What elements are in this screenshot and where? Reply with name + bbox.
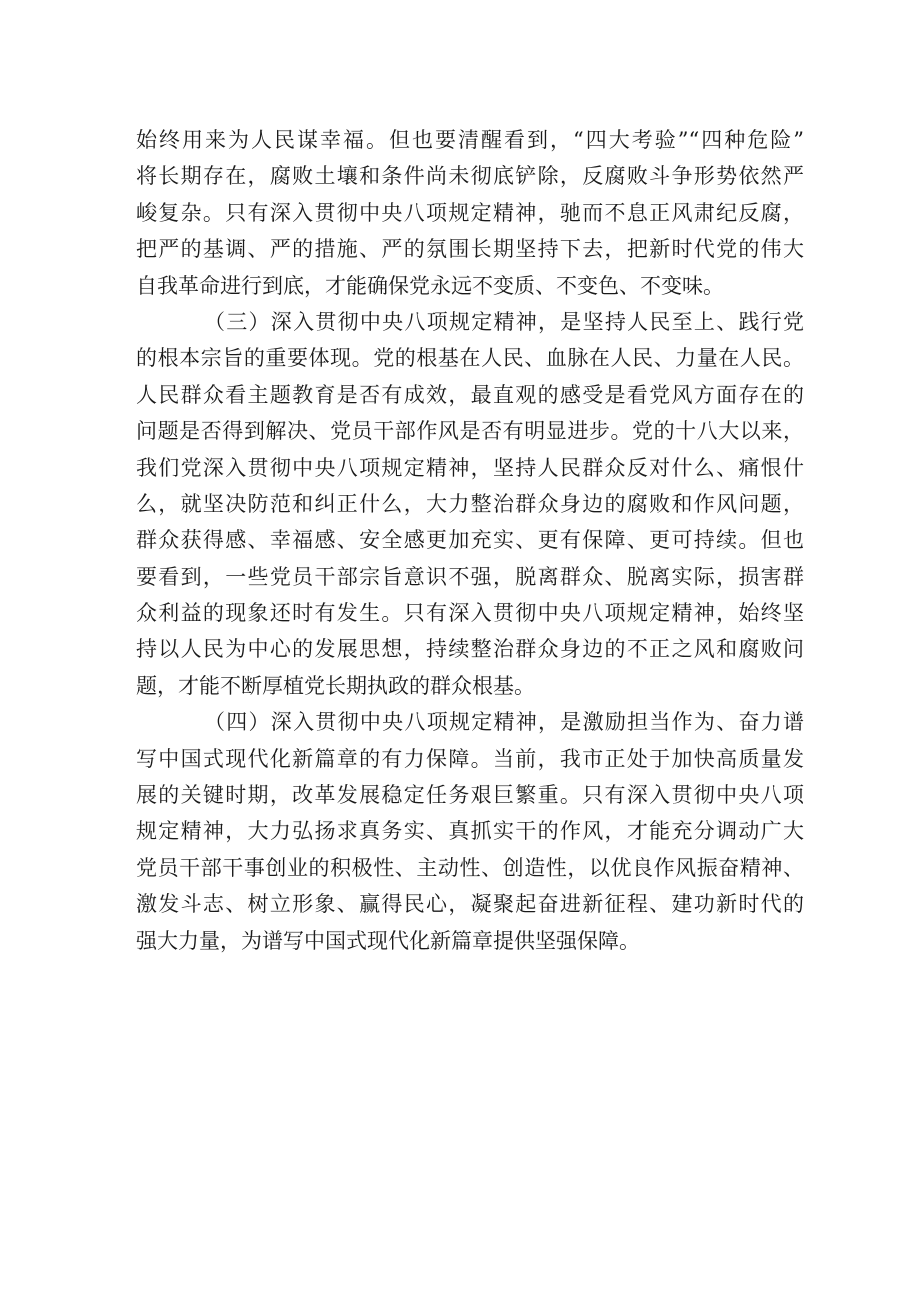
text-line: 展的关键时期，改革发展稳定任务艰巨繁重。只有深入贯彻中央八项 xyxy=(136,783,804,808)
text-line: 把严的基调、严的措施、严的氛围长期坚持下去，把新时代党的伟大 xyxy=(136,237,804,262)
text-line: 众利益的现象还时有发生。只有深入贯彻中央八项规定精神，始终坚 xyxy=(136,601,804,626)
paragraph-section-three xyxy=(136,304,804,704)
text-line: 党员干部干事创业的积极性、主动性、创造性，以优良作风振奋精神、 xyxy=(136,855,804,880)
text-line: 自我革命进行到底，才能确保党永远不变质、不变色、不变味。 xyxy=(136,273,724,298)
body-text xyxy=(136,122,804,959)
text-line: 持以人民为中心的发展思想，持续整治群众身边的不正之风和腐败问 xyxy=(136,637,804,662)
text-line: 题，才能不断厚植党长期执政的群众根基。 xyxy=(136,673,535,698)
text-line: 群众获得感、幸福感、安全感更加充实、更有保障、更可持续。但也 xyxy=(136,528,804,553)
text-line: （三）深入贯彻中央八项规定精神，是坚持人民至上、践行党 xyxy=(204,309,804,334)
text-line: 峻复杂。只有深入贯彻中央八项规定精神，驰而不息正风肃纪反腐， xyxy=(136,200,804,225)
text-line: （四）深入贯彻中央八项规定精神，是激励担当作为、奋力谱 xyxy=(204,710,804,735)
text-line: 写中国式现代化新篇章的有力保障。当前，我市正处于加快高质量发 xyxy=(136,746,804,771)
text-line: 将长期存在，腐败土壤和条件尚未彻底铲除，反腐败斗争形势依然严 xyxy=(136,164,804,189)
paragraph-continuation xyxy=(136,122,804,304)
text-line: 强大力量，为谱写中国式现代化新篇章提供坚强保障。 xyxy=(136,928,640,953)
text-line: 激发斗志、树立形象、赢得民心，凝聚起奋进新征程、建功新时代的 xyxy=(136,892,804,917)
text-line: 问题是否得到解决、党员干部作风是否有明显进步。党的十八大以来， xyxy=(136,419,804,444)
paragraph-section-four xyxy=(136,704,804,959)
text-line: 始终用来为人民谋幸福。但也要清醒看到，“四大考验”“四种危险” xyxy=(136,128,804,152)
text-line: 么，就坚决防范和纠正什么，大力整治群众身边的腐败和作风问题， xyxy=(136,491,804,516)
text-line: 我们党深入贯彻中央八项规定精神，坚持人民群众反对什么、痛恨什 xyxy=(136,455,804,480)
text-line: 人民群众看主题教育是否有成效，最直观的感受是看党风方面存在的 xyxy=(136,382,804,407)
text-line: 的根本宗旨的重要体现。党的根基在人民、血脉在人民、力量在人民。 xyxy=(136,346,804,371)
text-line: 要看到，一些党员干部宗旨意识不强，脱离群众、脱离实际，损害群 xyxy=(136,564,804,589)
text-line: 规定精神，大力弘扬求真务实、真抓实干的作风，才能充分调动广大 xyxy=(136,819,804,844)
